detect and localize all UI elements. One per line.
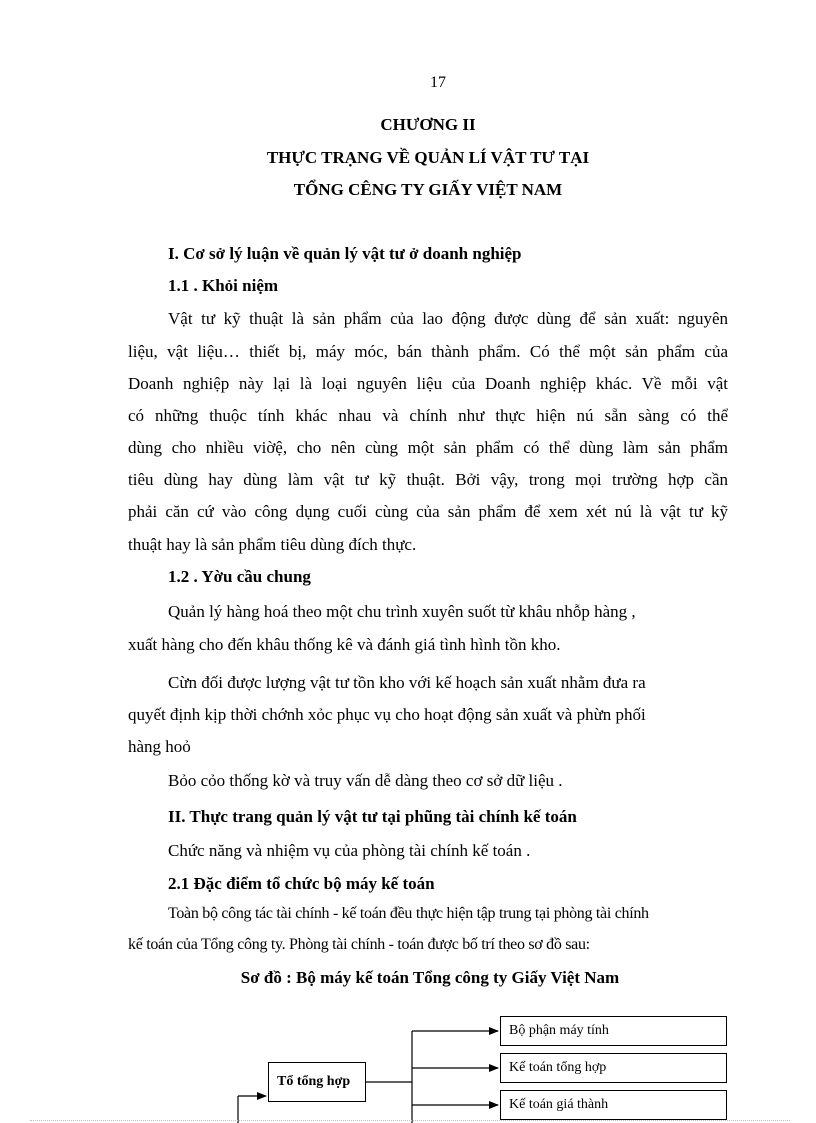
paragraph-line: Bỏo cỏo thống kờ và truy vấn dễ dàng theo cơ sở dữ liệu . — [168, 771, 563, 790]
paragraph-line: phải căn cứ vào công dụng cuối cùng của sản phẩm để xem xét nú là vật tư kỹ — [128, 502, 728, 521]
org-box-computer-department: Bộ phận máy tính — [500, 1016, 727, 1046]
paragraph-line: xuất hàng cho đến khâu thống kê và đánh giá tình hình tồn kho. — [128, 635, 561, 654]
paragraph-line: kế toán của Tổng công ty. Phòng tài chính - toán được bố trí theo sơ đồ sau: — [128, 936, 590, 953]
section-2-heading: II. Thực trang quản lý vật tư tại phũng tài chính kế toán — [168, 807, 577, 826]
subsection-1-1-heading: 1.1 . Khỏi niệm — [168, 276, 279, 295]
org-box-summary-team: Tổ tổng hợp — [268, 1062, 366, 1102]
paragraph-line: Quản lý hàng hoá theo một chu trình xuyên suốt từ khâu nhỗp hàng , — [168, 602, 636, 621]
org-box-general-accounting: Kế toán tổng hợp — [500, 1053, 727, 1083]
paragraph-line: Vật tư kỹ thuật là sản phẩm của lao động được dùng để sản xuất: nguyên — [168, 309, 728, 328]
paragraph-line: Chức năng và nhiệm vụ của phòng tài chính kế toán . — [168, 841, 531, 860]
paragraph-line: quyết định kịp thời chớnh xỏc phục vụ cho hoạt động sản xuất và phừn phối — [128, 705, 646, 724]
paragraph-line: có những thuộc tính khác nhau và chính như thực hiện nú sẵn sàng có thể — [128, 406, 728, 425]
paragraph-line: Toàn bộ công tác tài chính - kế toán đều thực hiện tập trung tại phòng tài chính — [168, 905, 649, 922]
page-bottom-edge — [30, 1120, 790, 1121]
page-number: 17 — [430, 74, 446, 91]
paragraph-line: tiêu dùng hay dùng làm vật tư kỹ thuật. Bởi vậy, trong mọi trường hợp cần — [128, 470, 728, 489]
org-box-cost-accounting: Kế toán giá thành — [500, 1090, 727, 1120]
section-1-heading: I. Cơ sở lý luận về quản lý vật tư ở doanh nghiệp — [168, 244, 522, 263]
diagram-title: Sơ đồ : Bộ máy kế toán Tổng công ty Giấy Việt Nam — [240, 968, 620, 987]
paragraph-line: Doanh nghiệp này lại là loại nguyên liệu của Doanh nghiệp khác. Về mỗi vật — [128, 374, 728, 393]
subsection-1-2-heading: 1.2 . Yờu cầu chung — [168, 567, 311, 586]
chapter-title-line-2: TỔNG CÊNG TY GIẤY VIỆT NAM — [293, 180, 563, 199]
chapter-label: CHƯƠNG II — [380, 115, 476, 134]
paragraph-line: hàng hoỏ — [128, 737, 191, 756]
paragraph-line: Cừn đối được lượng vật tư tồn kho với kế hoạch sản xuất nhằm đưa ra — [168, 673, 646, 692]
paragraph-line: dùng cho nhiều viờệ, cho nên cùng một sản phẩm có thể dùng làm sản phẩm — [128, 438, 728, 457]
chapter-title-line-1: THỰC TRẠNG VỀ QUẢN LÍ VẬT TƯ TẠI — [266, 148, 590, 167]
subsection-2-1-heading: 2.1 Đặc điểm tổ chức bộ máy kế toán — [168, 874, 435, 893]
paragraph-line: liệu, vật liệu… thiết bị, máy móc, bán thành phẩm. Có thể một sản phẩm của — [128, 342, 728, 361]
paragraph-line: thuật hay là sản phẩm tiêu dùng đích thực. — [128, 535, 417, 554]
